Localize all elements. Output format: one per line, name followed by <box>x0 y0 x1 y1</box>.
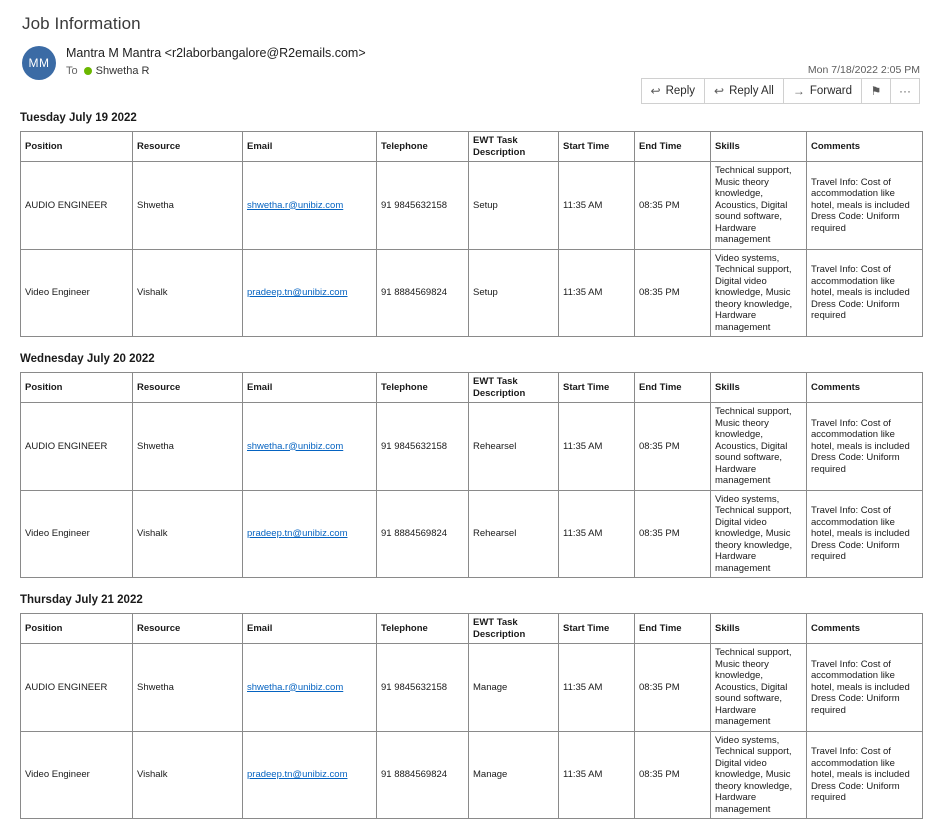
column-header-telephone: Telephone <box>377 373 469 403</box>
column-header-email: Email <box>243 614 377 644</box>
cell-comments: Travel Info: Cost of accommodation like hotel, meals is included Dress Code: Uniform required <box>807 644 923 732</box>
reply-icon: ↩ <box>650 84 661 98</box>
reply-all-button-label: Reply All <box>729 85 774 97</box>
forward-button-label: Forward <box>809 85 852 97</box>
cell-end: 08:35 PM <box>635 403 711 491</box>
column-header-end: End Time <box>635 614 711 644</box>
cell-skills: Video systems, Technical support, Digital video knowledge, Music theory knowledge, Hardware management <box>711 731 807 819</box>
cell-position: Video Engineer <box>21 490 133 578</box>
table-header-row <box>21 614 923 644</box>
schedule-days <box>16 112 918 819</box>
cell-end: 08:35 PM <box>635 731 711 819</box>
column-header-start: Start Time <box>559 373 635 403</box>
cell-end: 08:35 PM <box>635 644 711 732</box>
column-header-resource: Resource <box>133 373 243 403</box>
cell-position: Video Engineer <box>21 249 133 337</box>
column-header-comments: Comments <box>807 132 923 162</box>
to-label: To <box>66 65 78 77</box>
cell-email <box>243 644 377 732</box>
presence-available-icon <box>84 67 92 75</box>
cell-end: 08:35 PM <box>635 162 711 250</box>
cell-email <box>243 162 377 250</box>
message-header <box>0 44 934 98</box>
email-link[interactable]: pradeep.tn@unibiz.com <box>247 528 348 539</box>
table-row <box>21 644 923 732</box>
recipients-line <box>66 65 366 77</box>
cell-position: Video Engineer <box>21 731 133 819</box>
column-header-task: EWT Task Description <box>469 132 559 162</box>
cell-resource: Shwetha <box>133 644 243 732</box>
column-header-email: Email <box>243 373 377 403</box>
column-header-start: Start Time <box>559 132 635 162</box>
cell-end: 08:35 PM <box>635 249 711 337</box>
cell-task: Setup <box>469 249 559 337</box>
cell-resource: Vishalk <box>133 731 243 819</box>
email-link[interactable]: pradeep.tn@unibiz.com <box>247 769 348 780</box>
message-body <box>0 80 934 819</box>
cell-start: 11:35 AM <box>559 490 635 578</box>
cell-comments: Travel Info: Cost of accommodation like hotel, meals is included Dress Code: Uniform required <box>807 162 923 250</box>
column-header-position: Position <box>21 373 133 403</box>
cell-start: 11:35 AM <box>559 249 635 337</box>
day-heading: Tuesday July 19 2022 <box>20 112 137 124</box>
column-header-resource: Resource <box>133 132 243 162</box>
column-header-telephone: Telephone <box>377 132 469 162</box>
column-header-resource: Resource <box>133 614 243 644</box>
schedule-table <box>20 372 923 578</box>
column-header-end: End Time <box>635 132 711 162</box>
column-header-task: EWT Task Description <box>469 614 559 644</box>
cell-telephone: 91 9845632158 <box>377 162 469 250</box>
cell-comments: Travel Info: Cost of accommodation like hotel, meals is included Dress Code: Uniform required <box>807 249 923 337</box>
cell-skills: Technical support, Music theory knowledge, Acoustics, Digital sound software, Hardware management <box>711 162 807 250</box>
cell-comments: Travel Info: Cost of accommodation like hotel, meals is included Dress Code: Uniform required <box>807 403 923 491</box>
cell-skills: Video systems, Technical support, Digital video knowledge, Music theory knowledge, Hardware management <box>711 490 807 578</box>
cell-telephone: 91 9845632158 <box>377 403 469 491</box>
more-actions-button[interactable] <box>890 78 920 104</box>
cell-task: Setup <box>469 162 559 250</box>
forward-button[interactable] <box>783 78 862 104</box>
cell-skills: Video systems, Technical support, Digital video knowledge, Music theory knowledge, Hardware management <box>711 249 807 337</box>
table-header-row <box>21 373 923 403</box>
day-heading: Thursday July 21 2022 <box>20 594 143 606</box>
cell-task: Rehearsel <box>469 490 559 578</box>
forward-icon: → <box>792 84 805 98</box>
column-header-task: EWT Task Description <box>469 373 559 403</box>
email-link[interactable]: shwetha.r@unibiz.com <box>247 440 344 452</box>
cell-position: AUDIO ENGINEER <box>21 162 133 250</box>
column-header-position: Position <box>21 614 133 644</box>
table-row <box>21 249 923 337</box>
cell-start: 11:35 AM <box>559 403 635 491</box>
column-header-position: Position <box>21 132 133 162</box>
cell-email <box>243 403 377 491</box>
sender-name[interactable]: Mantra M Mantra <r2laborbangalore@R2emails.com> <box>66 46 366 60</box>
cell-position: AUDIO ENGINEER <box>21 403 133 491</box>
column-header-skills: Skills <box>711 614 807 644</box>
cell-start: 11:35 AM <box>559 162 635 250</box>
recipient-name[interactable]: Shwetha R <box>95 65 150 77</box>
reply-button[interactable] <box>641 78 705 104</box>
reply-all-icon: ↩ <box>714 84 725 98</box>
table-row <box>21 731 923 819</box>
cell-skills: Technical support, Music theory knowledge, Acoustics, Digital sound software, Hardware management <box>711 403 807 491</box>
cell-email <box>243 731 377 819</box>
email-link[interactable]: pradeep.tn@unibiz.com <box>247 287 348 298</box>
schedule-table <box>20 131 923 337</box>
avatar: MM <box>22 46 56 80</box>
column-header-start: Start Time <box>559 614 635 644</box>
day-heading: Wednesday July 20 2022 <box>20 353 155 365</box>
column-header-email: Email <box>243 132 377 162</box>
ellipsis-icon: ··· <box>899 84 911 98</box>
cell-telephone: 91 8884569824 <box>377 249 469 337</box>
flag-button[interactable] <box>861 78 891 104</box>
sender-block <box>66 44 366 77</box>
reply-all-button[interactable] <box>704 78 784 104</box>
flag-icon: ⚑ <box>870 84 882 98</box>
reply-button-label: Reply <box>665 85 695 97</box>
column-header-end: End Time <box>635 373 711 403</box>
cell-comments: Travel Info: Cost of accommodation like hotel, meals is included Dress Code: Uniform required <box>807 490 923 578</box>
email-link[interactable]: shwetha.r@unibiz.com <box>247 199 344 211</box>
table-row <box>21 490 923 578</box>
cell-telephone: 91 8884569824 <box>377 490 469 578</box>
table-header-row <box>21 132 923 162</box>
page-title: Job Information <box>22 14 141 33</box>
cell-email <box>243 490 377 578</box>
table-row <box>21 162 923 250</box>
cell-email <box>243 249 377 337</box>
column-header-comments: Comments <box>807 373 923 403</box>
cell-telephone: 91 9845632158 <box>377 644 469 732</box>
column-header-comments: Comments <box>807 614 923 644</box>
column-header-skills: Skills <box>711 373 807 403</box>
cell-telephone: 91 8884569824 <box>377 731 469 819</box>
table-row <box>21 403 923 491</box>
cell-resource: Shwetha <box>133 162 243 250</box>
cell-comments: Travel Info: Cost of accommodation like hotel, meals is included Dress Code: Uniform required <box>807 731 923 819</box>
cell-task: Manage <box>469 731 559 819</box>
cell-start: 11:35 AM <box>559 731 635 819</box>
cell-resource: Shwetha <box>133 403 243 491</box>
column-header-skills: Skills <box>711 132 807 162</box>
cell-skills: Technical support, Music theory knowledge, Acoustics, Digital sound software, Hardware management <box>711 644 807 732</box>
message-actions-toolbar <box>641 78 920 104</box>
cell-end: 08:35 PM <box>635 490 711 578</box>
cell-position: AUDIO ENGINEER <box>21 644 133 732</box>
cell-task: Rehearsel <box>469 403 559 491</box>
cell-start: 11:35 AM <box>559 644 635 732</box>
column-header-telephone: Telephone <box>377 614 469 644</box>
email-link[interactable]: shwetha.r@unibiz.com <box>247 681 344 693</box>
cell-resource: Vishalk <box>133 490 243 578</box>
message-timestamp: Mon 7/18/2022 2:05 PM <box>807 64 920 76</box>
cell-resource: Vishalk <box>133 249 243 337</box>
cell-task: Manage <box>469 644 559 732</box>
